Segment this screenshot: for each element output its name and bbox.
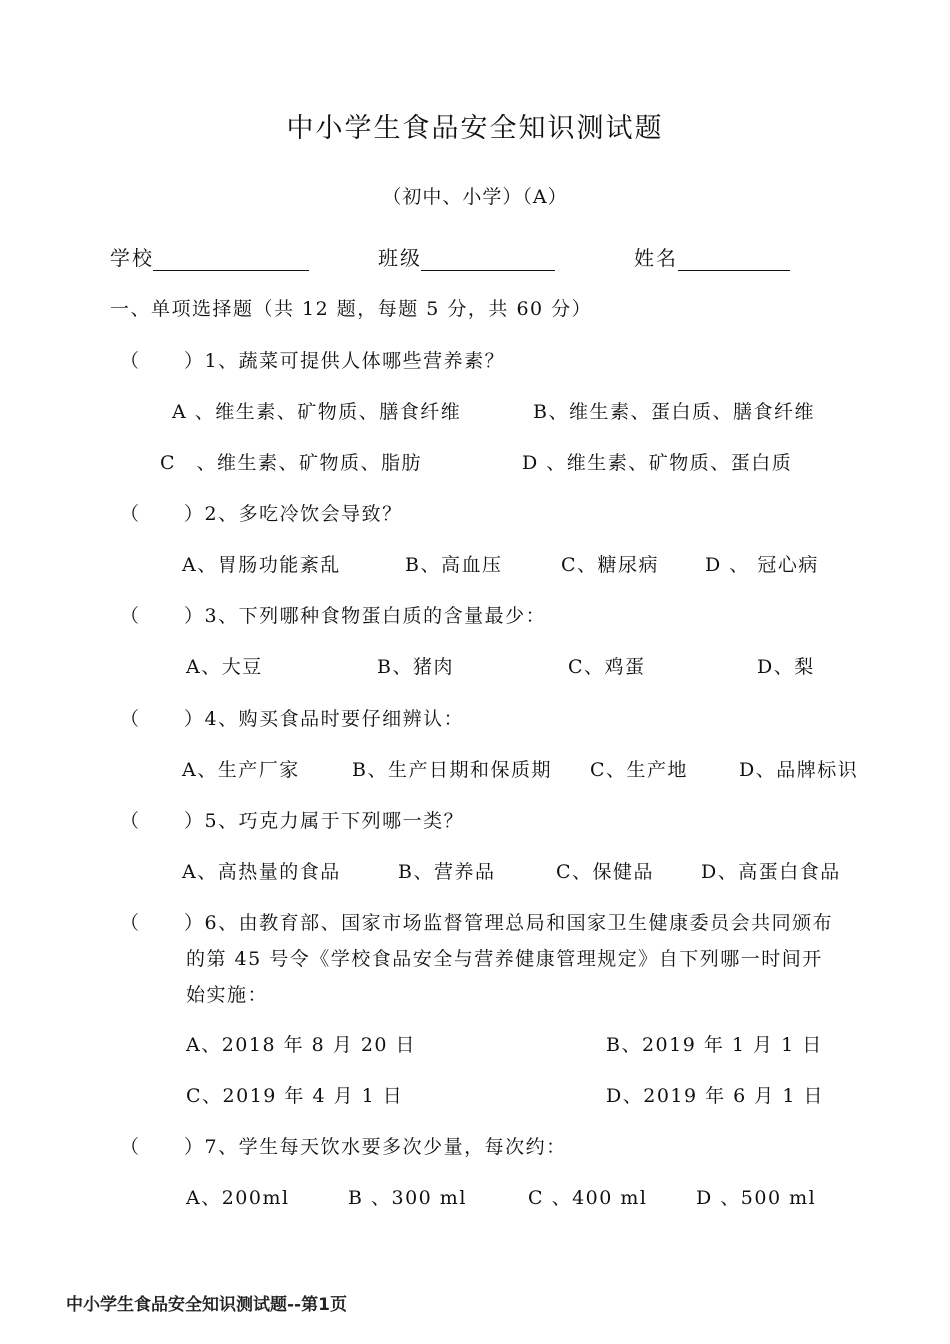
question-text: 4、购买食品时要仔细辨认： — [204, 708, 465, 730]
option-c[interactable]: C、2019 年 4 月 1 日 — [186, 1085, 404, 1107]
option-c[interactable]: C、糖尿病 — [561, 554, 660, 576]
question-text: 3、下列哪种食物蛋白质的含量最少： — [204, 605, 547, 627]
question-text: 2、多吃冷饮会导致？ — [204, 503, 403, 525]
option-a[interactable]: A、胃肠功能紊乱 — [182, 554, 341, 576]
class-blank[interactable] — [421, 270, 555, 271]
answer-blank[interactable]: （ — [120, 1136, 141, 1158]
option-d[interactable]: D、梨 — [757, 656, 815, 678]
question-4: （ ）4、购买食品时要仔细辨认： — [120, 704, 464, 731]
section-heading: 一、单项选择题（共 12 题，每题 5 分，共 60 分） — [110, 298, 593, 320]
school-blank[interactable] — [153, 270, 309, 271]
question-6: （ ）6、由教育部、国家市场监督管理总局和国家卫生健康委员会共同颁布 — [120, 908, 833, 935]
question-2: （ ）2、多吃冷饮会导致？ — [120, 499, 403, 526]
question-7: （ ）7、学生每天饮水要多次少量，每次约： — [120, 1132, 567, 1159]
option-b[interactable]: B、维生素、蛋白质、膳食纤维 — [533, 401, 815, 423]
question-text-line-2: 的第 45 号令《学校食品安全与营养健康管理规定》自下列哪一时间开 — [186, 948, 823, 970]
option-a[interactable]: A、200ml — [186, 1187, 290, 1209]
option-a[interactable]: A、高热量的食品 — [182, 861, 341, 883]
name-label: 姓名 — [634, 246, 678, 270]
option-c[interactable]: C、鸡蛋 — [568, 656, 646, 678]
option-c[interactable]: C、生产地 — [590, 759, 689, 781]
question-text: 7、学生每天饮水要多次少量，每次约： — [204, 1136, 567, 1158]
answer-blank[interactable]: （ — [120, 708, 141, 730]
option-d[interactable]: D 、500 ml — [696, 1187, 817, 1209]
question-text: 5、巧克力属于下列哪一类？ — [204, 810, 465, 832]
option-d[interactable]: D、高蛋白食品 — [701, 861, 841, 883]
question-text: 1、蔬菜可提供人体哪些营养素？ — [204, 350, 506, 372]
option-b[interactable]: B、猪肉 — [377, 656, 454, 678]
answer-blank[interactable]: （ — [120, 605, 141, 627]
option-c[interactable]: C 、400 ml — [528, 1187, 648, 1209]
option-d[interactable]: D、品牌标识 — [739, 759, 859, 781]
answer-blank[interactable]: （ — [120, 503, 141, 525]
name-blank[interactable] — [678, 270, 790, 271]
page-title: 中小学生食品安全知识测试题 — [286, 113, 664, 144]
option-b[interactable]: B 、300 ml — [348, 1187, 467, 1209]
option-c[interactable]: C、保健品 — [556, 861, 655, 883]
answer-blank[interactable]: （ — [120, 350, 141, 372]
option-b[interactable]: B、高血压 — [405, 554, 503, 576]
question-3: （ ）3、下列哪种食物蛋白质的含量最少： — [120, 601, 546, 628]
school-label: 学校 — [110, 246, 154, 270]
page-subtitle: （初中、小学）（A） — [382, 186, 568, 208]
option-d[interactable]: D 、 冠心病 — [705, 554, 819, 576]
answer-blank[interactable]: （ — [120, 810, 141, 832]
option-b[interactable]: B、生产日期和保质期 — [352, 759, 552, 781]
question-text-line-3: 始实施： — [186, 984, 269, 1006]
question-1: （ ）1、蔬菜可提供人体哪些营养素？ — [120, 346, 505, 373]
option-a[interactable]: A、大豆 — [186, 656, 263, 678]
option-c[interactable]: C 、维生素、矿物质、脂肪 — [160, 452, 423, 474]
option-d[interactable]: D 、维生素、矿物质、蛋白质 — [522, 452, 793, 474]
option-b[interactable]: B、营养品 — [398, 861, 496, 883]
option-a[interactable]: A、2018 年 8 月 20 日 — [186, 1034, 417, 1056]
question-5: （ ）5、巧克力属于下列哪一类？ — [120, 806, 464, 833]
question-text-line-1: 6、由教育部、国家市场监督管理总局和国家卫生健康委员会共同颁布 — [204, 912, 834, 934]
answer-blank[interactable]: （ — [120, 912, 141, 934]
option-a[interactable]: A、生产厂家 — [182, 759, 300, 781]
option-d[interactable]: D、2019 年 6 月 1 日 — [606, 1085, 824, 1107]
class-label: 班级 — [378, 246, 422, 270]
option-b[interactable]: B、2019 年 1 月 1 日 — [606, 1034, 823, 1056]
page-footer: 中小学生食品安全知识测试题--第1页 — [66, 1295, 347, 1315]
option-a[interactable]: A 、维生素、矿物质、膳食纤维 — [172, 401, 462, 423]
